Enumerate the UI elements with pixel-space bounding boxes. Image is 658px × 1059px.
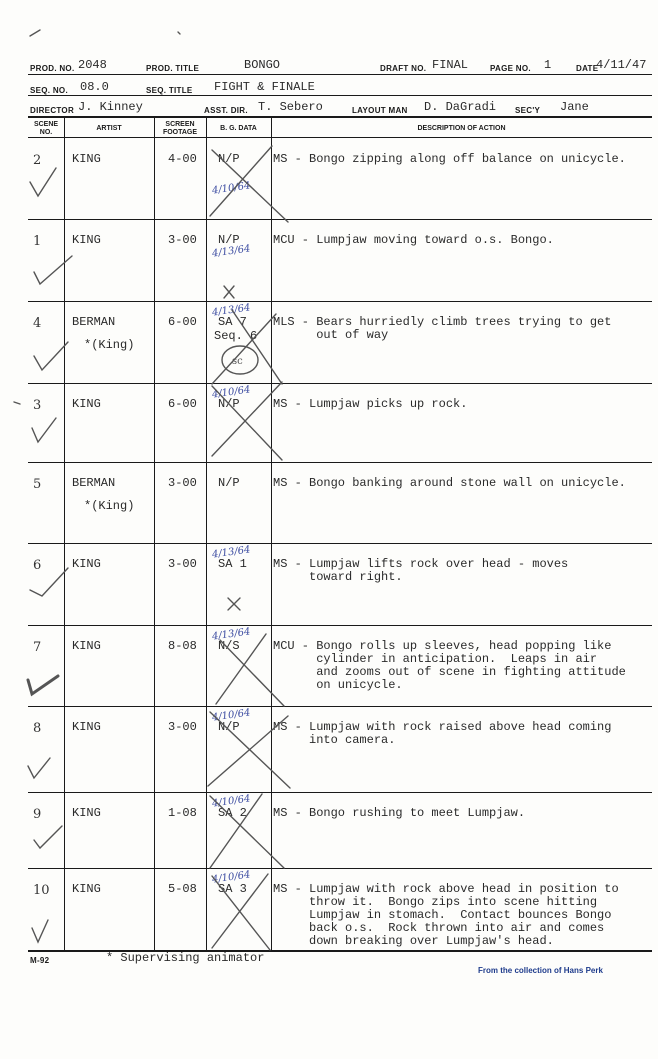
screen-footage: 4-00 xyxy=(168,152,197,166)
asst-dir: T. Sebero xyxy=(258,100,323,114)
row-divider xyxy=(28,706,652,707)
artist-name: KING xyxy=(72,557,101,571)
prod-title-label: PROD. TITLE xyxy=(146,64,200,73)
row-divider xyxy=(28,383,652,384)
artist-name: BERMAN xyxy=(72,315,116,329)
artist-name: KING xyxy=(72,720,101,734)
circled-scene-note: sc xyxy=(232,356,243,367)
screen-footage: 3-00 xyxy=(168,557,197,571)
artist-name: KING xyxy=(72,233,101,247)
draft-no-label: DRAFT NO. xyxy=(380,64,427,73)
scene-number: 5 xyxy=(33,477,42,492)
col-head-artist: ARTIST xyxy=(96,125,122,132)
bg-data: SA 1 xyxy=(218,557,247,571)
cross-mark-icon xyxy=(224,286,234,298)
action-description: MS - Lumpjaw with rock above head in position to throw it. Bongo zips into scene hitting Lumpjaw in stomach. Contact bounces Bongo back o.s. Rock thrown into air and comes down breaking over Lumpjaw's head. xyxy=(273,882,619,948)
seq-no: 08.0 xyxy=(80,80,109,94)
date-stamp: 4/10/64 xyxy=(211,707,252,724)
action-description: MS - Lumpjaw with rock raised above head coming into camera. xyxy=(273,720,612,747)
date-stamp: 4/13/64 xyxy=(211,243,252,260)
date-stamp: 4/10/64 xyxy=(211,180,252,197)
cross-mark-icon xyxy=(228,598,240,610)
date-stamp: 4/13/64 xyxy=(211,302,252,319)
bg-data: N/P xyxy=(218,233,240,247)
page-no-label: PAGE NO. xyxy=(490,64,531,73)
action-description: MS - Bongo rushing to meet Lumpjaw. xyxy=(273,806,526,820)
screen-footage: 3-00 xyxy=(168,476,197,490)
prod-no-label: PROD. NO. xyxy=(30,64,75,73)
bg-data: N/P xyxy=(218,397,240,411)
check-mark-icon xyxy=(30,168,56,196)
supervising-note: * Supervising animator xyxy=(106,951,265,965)
action-description: MS - Lumpjaw lifts rock over head - moves toward right. xyxy=(273,557,569,584)
action-description: MS - Bongo zipping along off balance on unicycle. xyxy=(273,152,626,166)
col-head-screen-footage: SCREEN FOOTAGE xyxy=(162,121,198,136)
director-label: DIRECTOR xyxy=(30,106,75,115)
prod-no: 2048 xyxy=(78,58,107,72)
bg-data: N/P xyxy=(218,476,240,490)
scene-number: 7 xyxy=(33,640,42,655)
page-no: 1 xyxy=(544,58,552,72)
row-divider xyxy=(28,219,652,220)
check-mark-icon xyxy=(32,418,56,442)
artist-name: KING xyxy=(72,806,101,820)
bg-data: N/S xyxy=(218,639,240,653)
check-mark-icon xyxy=(32,920,48,942)
screen-footage: 3-00 xyxy=(168,233,197,247)
row-divider xyxy=(28,301,652,302)
scene-number: 4 xyxy=(33,316,42,331)
asst-dir-label: ASST. DIR. xyxy=(204,106,248,115)
bg-data: N/P xyxy=(218,720,240,734)
secy: Jane xyxy=(560,100,589,114)
artist-name: KING xyxy=(72,152,101,166)
scene-number: 6 xyxy=(33,558,42,573)
draft-no: FINAL xyxy=(432,58,469,72)
seq-title: FIGHT & FINALE xyxy=(214,80,315,94)
header-rule-1 xyxy=(28,74,652,75)
bg-data: SA 7 xyxy=(218,315,247,329)
scene-number: 8 xyxy=(33,721,42,736)
seq-no-label: SEQ. NO. xyxy=(30,86,68,95)
supervising-artist: *(King) xyxy=(84,338,135,352)
circle-mark-icon xyxy=(222,346,258,374)
scene-number: 1 xyxy=(33,234,42,249)
action-description: MCU - Lumpjaw moving toward o.s. Bongo. xyxy=(273,233,554,247)
col-head-description: DESCRIPTION OF ACTION xyxy=(417,125,506,132)
stray-mark-icon xyxy=(178,32,180,34)
check-mark-icon xyxy=(28,676,58,694)
prod-title: BONGO xyxy=(244,58,281,72)
column-header-rule xyxy=(28,137,652,138)
scene-number: 2 xyxy=(33,153,42,168)
col-head-scene-no: SCENE NO. xyxy=(33,121,59,136)
screen-footage: 5-08 xyxy=(168,882,197,896)
screen-footage: 3-00 xyxy=(168,720,197,734)
row-divider xyxy=(28,462,652,463)
artist-name: KING xyxy=(72,882,101,896)
screen-footage: 8-08 xyxy=(168,639,197,653)
check-mark-icon xyxy=(34,342,68,370)
seq-title-label: SEQ. TITLE xyxy=(146,86,193,95)
col-divider-4 xyxy=(271,116,272,951)
bg-data-secondary: Seq. 6 xyxy=(214,329,258,343)
col-head-bg-data: B. G. DATA xyxy=(220,125,257,132)
stray-mark-icon xyxy=(30,30,40,36)
date-stamp: 4/13/64 xyxy=(211,544,252,561)
check-mark-icon xyxy=(28,758,50,778)
date-stamp: 4/10/64 xyxy=(211,384,252,401)
action-description: MS - Lumpjaw picks up rock. xyxy=(273,397,468,411)
scene-number: 10 xyxy=(33,883,50,898)
artist-name: BERMAN xyxy=(72,476,116,490)
director: J. Kinney xyxy=(78,100,143,114)
scene-number: 3 xyxy=(33,398,42,413)
check-mark-icon xyxy=(34,256,72,284)
layout-man: D. DaGradi xyxy=(424,100,497,114)
date-stamp: 4/10/64 xyxy=(211,793,252,810)
col-divider-3 xyxy=(206,116,207,951)
supervising-artist: *(King) xyxy=(84,499,135,513)
date-label: DATE xyxy=(576,64,599,73)
check-mark-icon xyxy=(34,826,62,848)
date: 4/11/47 xyxy=(596,58,647,72)
artist-name: KING xyxy=(72,397,101,411)
date-stamp: 4/10/64 xyxy=(211,869,252,886)
scene-number: 9 xyxy=(33,807,42,822)
layout-man-label: LAYOUT MAN xyxy=(352,106,408,115)
row-divider xyxy=(28,543,652,544)
screen-footage: 1-08 xyxy=(168,806,197,820)
table-top-border xyxy=(28,116,652,118)
header-rule-2 xyxy=(28,95,652,96)
bg-data: SA 3 xyxy=(218,882,247,896)
row-divider xyxy=(28,868,652,869)
secy-label: SEC'Y xyxy=(515,106,541,115)
col-divider-1 xyxy=(64,116,65,951)
screen-footage: 6-00 xyxy=(168,397,197,411)
action-description: MS - Bongo banking around stone wall on unicycle. xyxy=(273,476,626,490)
col-divider-2 xyxy=(154,116,155,951)
bg-data: SA 2 xyxy=(218,806,247,820)
check-mark-icon xyxy=(14,402,20,404)
row-divider xyxy=(28,792,652,793)
action-description: MLS - Bears hurriedly climb trees trying to get out of way xyxy=(273,315,612,342)
date-stamp: 4/13/64 xyxy=(211,626,252,643)
screen-footage: 6-00 xyxy=(168,315,197,329)
bg-data: N/P xyxy=(218,152,240,166)
form-no: M-92 xyxy=(30,956,50,965)
artist-name: KING xyxy=(72,639,101,653)
collection-credit: From the collection of Hans Perk xyxy=(478,966,603,975)
row-divider xyxy=(28,625,652,626)
action-description: MCU - Bongo rolls up sleeves, head popping like cylinder in anticipation. Leaps in air and zooms out of scene in fighting attitude on unicycle. xyxy=(273,639,626,692)
